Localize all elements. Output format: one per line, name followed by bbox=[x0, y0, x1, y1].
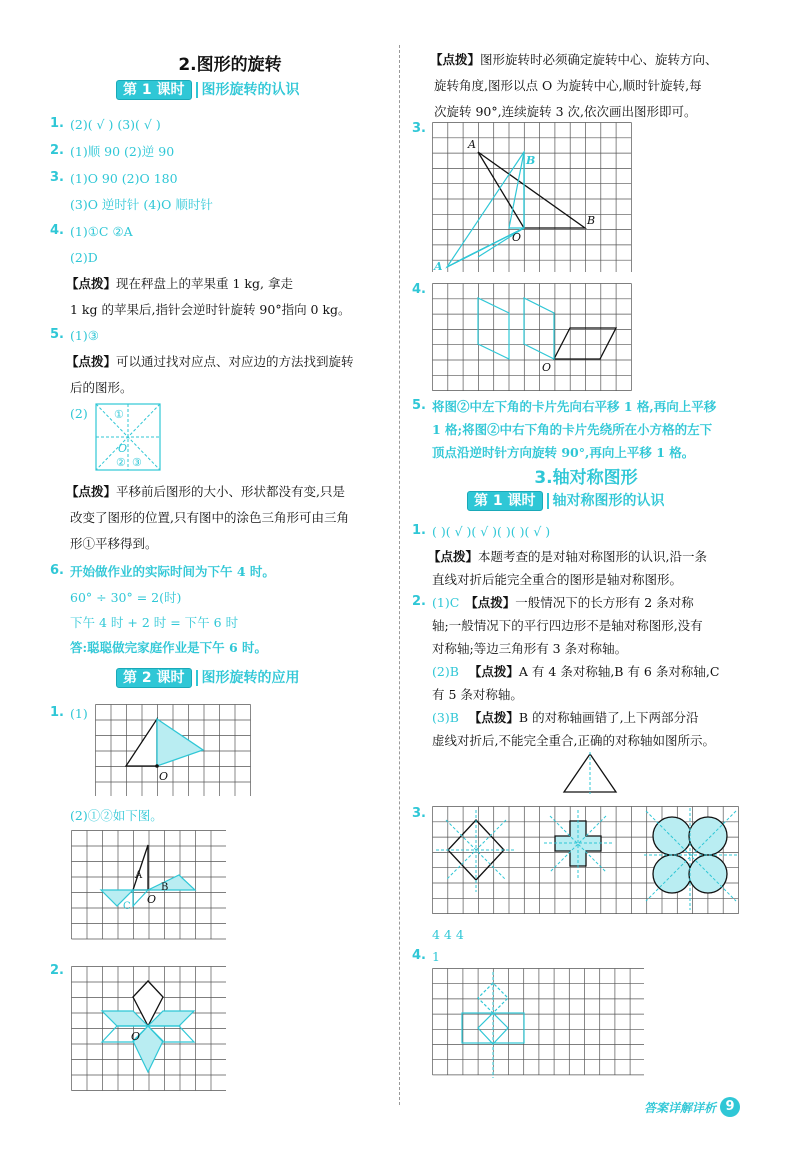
hint-label: 【点拨】 bbox=[66, 484, 117, 499]
r5-line2: 1 格;将图②中右下角的卡片先绕所在小方格的左下 bbox=[432, 422, 713, 437]
lesson-name: 图形旋转的认识 bbox=[196, 82, 300, 98]
grid-lines bbox=[72, 831, 227, 940]
page-footer bbox=[644, 1097, 740, 1117]
hint-text: 平移前后图形的大小、形状都没有变,只是 bbox=[116, 484, 345, 499]
hint-label: 【点拨】 bbox=[66, 354, 117, 369]
q2-number: 2. bbox=[50, 143, 64, 158]
p1-fig2-b: B bbox=[161, 882, 169, 893]
q5-hint2-line1 bbox=[66, 482, 345, 501]
hint-text: A 有 4 条对称轴,B 有 6 条对称轴,C bbox=[518, 664, 720, 679]
q5-hint-line2: 后的图形。 bbox=[70, 380, 133, 395]
hint-top-line2: 旋转角度,图形以点 O 为旋转中心,顺时针旋转,每 bbox=[434, 78, 702, 93]
r5-line3: 顶点沿逆时针方向旋转 90°,再向上平移 1 格。 bbox=[432, 445, 695, 460]
r3-label-b-cyan: B bbox=[526, 154, 536, 167]
s1-hint-line2: 直线对折后能完全重合的图形是轴对称图形。 bbox=[432, 572, 683, 587]
r3-label-a: A bbox=[468, 138, 476, 151]
lesson-symmetry-header bbox=[467, 491, 665, 511]
q1-number: 1. bbox=[50, 116, 64, 131]
q5-hint2-line2: 改变了图形的位置,只有图中的涂色三角形可由三角 bbox=[70, 510, 349, 525]
s3-number: 3. bbox=[412, 806, 426, 821]
q6-line2: 60° ÷ 30° = 2(时) bbox=[70, 590, 182, 605]
p1-fig2-o: O bbox=[147, 893, 157, 906]
q5-answer-line2: (2) bbox=[70, 406, 88, 421]
hint-label: 【点拨】 bbox=[468, 710, 519, 725]
grid-figure-r3 bbox=[432, 122, 632, 272]
footer-label: 答案详解详析 bbox=[643, 1100, 716, 1115]
s1-number: 1. bbox=[412, 523, 426, 538]
hint-top-line3: 次旋转 90°,连续旋转 3 次,依次画出图形即可。 bbox=[434, 104, 697, 119]
q2-answer: (1)顺 90 (2)逆 90 bbox=[70, 144, 175, 159]
q6-line1: 开始做作业的实际时间为下午 4 时。 bbox=[70, 564, 275, 579]
q3-answer-line1: (1)O 90 (2)O 180 bbox=[70, 171, 178, 186]
hint-label: 【点拨】 bbox=[430, 52, 481, 67]
q5-fig-label-3: ③ bbox=[132, 456, 142, 469]
q6-line3: 下午 4 时 + 2 时 = 下午 6 时 bbox=[70, 615, 239, 630]
lesson1-header bbox=[116, 80, 300, 100]
lesson2-header bbox=[116, 668, 300, 688]
hint-top-line1 bbox=[430, 50, 718, 69]
r5-number: 5. bbox=[412, 398, 426, 413]
s4-number: 4. bbox=[412, 948, 426, 963]
hint-text: 现在秤盘上的苹果重 1 kg, 拿走 bbox=[116, 276, 293, 291]
hint-label: 【点拨】 bbox=[465, 595, 516, 610]
s2-a-line3: 对称轴;等边三角形有 3 条对称轴。 bbox=[432, 641, 628, 656]
r3-label-b: B bbox=[587, 214, 596, 227]
q4-hint-line2: 1 kg 的苹果后,指针会逆时针旋转 90°指向 0 kg。 bbox=[70, 302, 351, 317]
r5-line1: 将图②中左下角的卡片先向右平移 1 格,再向上平移 bbox=[432, 399, 717, 414]
q3-number: 3. bbox=[50, 170, 64, 185]
s2-a-line1 bbox=[432, 593, 694, 612]
lesson-tag: 第 1 课时 bbox=[116, 80, 192, 100]
s4-answer: 1 bbox=[432, 949, 440, 964]
r4-label-o: O bbox=[542, 361, 552, 374]
hint-text: 图形旋转时必须确定旋转中心、旋转方向、 bbox=[480, 52, 718, 67]
q1-answer: (2)( √ ) (3)( √ ) bbox=[70, 117, 161, 132]
p2-number: 2. bbox=[50, 963, 64, 978]
grid-figure-p2 bbox=[71, 966, 226, 1091]
hint-label: 【点拨】 bbox=[468, 664, 519, 679]
lesson-tag: 第 1 课时 bbox=[467, 491, 543, 511]
p1-line1: (1) bbox=[70, 706, 88, 721]
q5-figure bbox=[94, 402, 162, 472]
hint-text: B 的对称轴画错了,上下两部分沿 bbox=[518, 710, 699, 725]
q5-fig-label-1: ① bbox=[114, 408, 124, 421]
r3-label-o: O bbox=[512, 231, 522, 244]
grid-figure-r4 bbox=[432, 283, 632, 393]
s2-c-answer: (3)B bbox=[432, 710, 459, 725]
q3-answer-line2: (3)O 逆时针 (4)O 顺时针 bbox=[70, 197, 213, 212]
q5-number: 5. bbox=[50, 327, 64, 342]
p2-fig-o: O bbox=[131, 1030, 141, 1043]
s2-c-line2: 虚线对折后,不能完全重合,正确的对称轴如图所示。 bbox=[432, 733, 715, 748]
p1-fig2-c: C bbox=[123, 901, 131, 912]
q6-line4: 答:聪聪做完家庭作业是下午 6 时。 bbox=[70, 640, 268, 655]
hint-text: 一般情况下的长方形有 2 条对称 bbox=[515, 595, 694, 610]
grid-lines bbox=[433, 969, 645, 1075]
section-title-rotation: 2.图形的旋转 bbox=[178, 55, 282, 75]
s2-b-line1 bbox=[432, 662, 719, 681]
s2-a-answer: (1)C bbox=[432, 595, 460, 610]
p1-fig1-o: O bbox=[159, 770, 169, 783]
p1-fig2-a: A bbox=[135, 870, 143, 881]
p1-number: 1. bbox=[50, 705, 64, 720]
hint-text: 可以通过找对应点、对应边的方法找到旋转 bbox=[116, 354, 354, 369]
s2-c-line1 bbox=[432, 708, 699, 727]
hint-text: 本题考查的是对轴对称图形的认识,沿一条 bbox=[478, 549, 707, 564]
q5-answer-line1: (1)③ bbox=[70, 328, 99, 343]
s2-number: 2. bbox=[412, 594, 426, 609]
r4-number: 4. bbox=[412, 282, 426, 297]
lesson-name: 图形旋转的应用 bbox=[196, 670, 300, 686]
grid-figure-s4 bbox=[432, 968, 644, 1082]
page-number: 9 bbox=[720, 1097, 740, 1117]
q4-hint-line1 bbox=[66, 274, 293, 293]
q5-fig-label-2: ② bbox=[116, 456, 126, 469]
grid-figure-p1-1 bbox=[95, 704, 255, 796]
triangle-axis-figure bbox=[560, 750, 620, 796]
s1-answer: ( )( √ )( √ )( )( )( √ ) bbox=[432, 524, 551, 539]
p1-line2: (2)①②如下图。 bbox=[70, 808, 163, 823]
lesson-name: 轴对称图形的认识 bbox=[547, 493, 665, 509]
s1-hint-line1 bbox=[428, 547, 707, 566]
lesson-tag: 第 2 课时 bbox=[116, 668, 192, 688]
column-divider bbox=[399, 45, 400, 1105]
q5-hint2-line3: 形①平移得到。 bbox=[70, 536, 158, 551]
q5-hint-line1 bbox=[66, 352, 354, 371]
q4-number: 4. bbox=[50, 223, 64, 238]
s3-counts: 4 4 4 bbox=[432, 927, 464, 942]
r3-number: 3. bbox=[412, 121, 426, 136]
q4-answer-line2: (2)D bbox=[70, 250, 98, 265]
grid-figure-s3 bbox=[432, 806, 747, 918]
hint-label: 【点拨】 bbox=[428, 549, 479, 564]
grid-figure-p1-2 bbox=[71, 830, 226, 940]
s2-a-line2: 轴;一般情况下的平行四边形不是轴对称图形,没有 bbox=[432, 618, 703, 633]
grid-lines bbox=[433, 123, 632, 273]
s2-b-answer: (2)B bbox=[432, 664, 459, 679]
grid-lines bbox=[433, 284, 632, 391]
r3-label-a-cyan: A bbox=[434, 260, 443, 272]
section-title-symmetry: 3.轴对称图形 bbox=[534, 468, 638, 488]
hint-label: 【点拨】 bbox=[66, 276, 117, 291]
s2-b-line2: 有 5 条对称轴。 bbox=[432, 687, 523, 702]
q5-fig-label-o: O bbox=[118, 442, 128, 455]
q4-answer-line1: (1)①C ②A bbox=[70, 224, 133, 239]
q6-number: 6. bbox=[50, 563, 64, 578]
